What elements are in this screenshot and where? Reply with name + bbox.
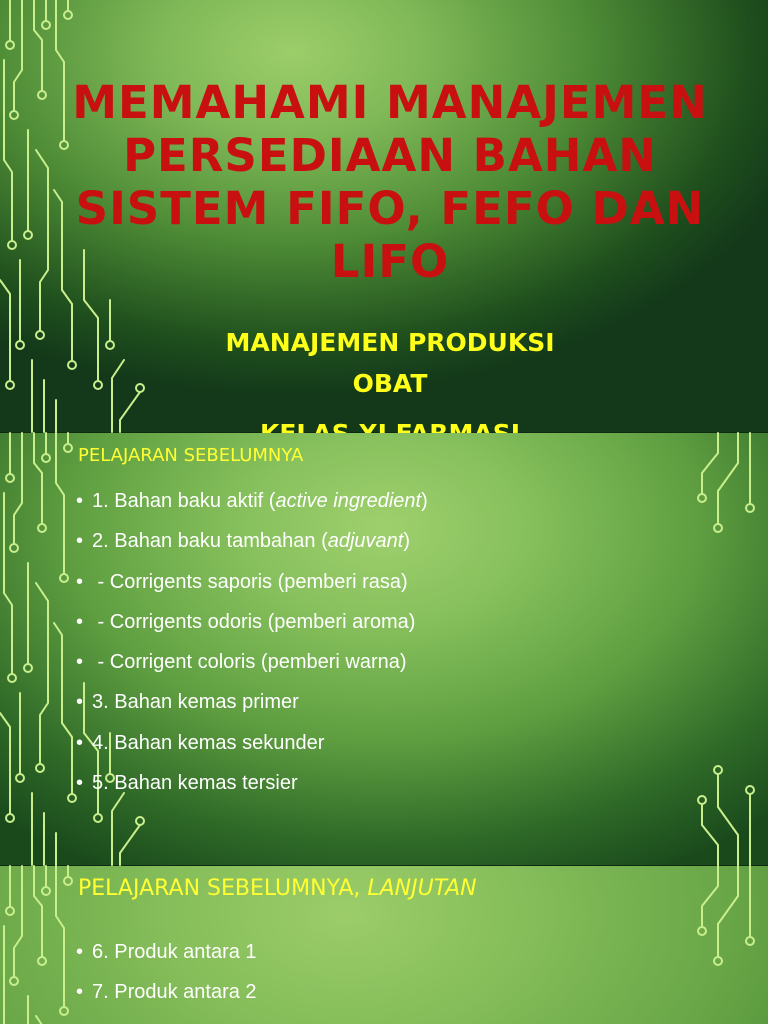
list-item: • 2. Bahan baku tambahan (adjuvant)	[76, 527, 428, 567]
subtitle-line-2: OBAT	[352, 369, 428, 398]
bullet-icon: •	[76, 691, 84, 714]
list-item: • - Corrigent coloris (pemberi warna)	[76, 648, 428, 688]
previous-lesson-continued-slide	[0, 866, 768, 1024]
bullet-icon: •	[76, 490, 84, 512]
circuit-decoration-top-right	[690, 866, 768, 986]
previous-lesson-slide	[0, 433, 768, 865]
list-item: • 6. Produk antara 1	[76, 938, 257, 978]
list-item: • 3. Bahan kemas primer	[76, 688, 428, 728]
bullet-icon: •	[76, 731, 84, 754]
bullet-icon: •	[76, 981, 84, 1004]
title-slide	[0, 0, 768, 432]
bullet-icon: •	[76, 651, 84, 674]
bullet-icon: •	[76, 941, 84, 963]
bullet-icon: •	[76, 772, 84, 795]
list-item: • 7. Produk antara 2	[76, 978, 257, 1018]
circuit-decoration-bottom-right	[690, 733, 768, 865]
bullet-icon: •	[76, 610, 84, 633]
lesson-list-continued	[76, 938, 257, 1019]
list-item: • - Corrigents saporis (pemberi rasa)	[76, 568, 428, 608]
subtitle-line-1: MANAJEMEN PRODUKSI	[225, 328, 555, 357]
slide-title: MEMAHAMI MANAJEMEN PERSEDIAAN BAHAN SISTEM FIFO, FEFO DAN LIFO	[72, 76, 708, 288]
list-item: • 1. Bahan baku aktif (active ingredient)	[76, 487, 428, 527]
lesson-list	[76, 487, 428, 809]
slide-heading: PELAJARAN SEBELUMNYA, LANJUTAN	[78, 876, 477, 901]
list-item: • 4. Bahan kemas sekunder	[76, 729, 428, 769]
circuit-decoration-top-right	[690, 433, 768, 553]
list-item: • - Corrigents odoris (pemberi aroma)	[76, 608, 428, 648]
list-item: • 5. Bahan kemas tersier	[76, 769, 428, 809]
slide-heading: PELAJARAN SEBELUMNYA	[78, 445, 304, 466]
bullet-icon: •	[76, 530, 84, 553]
bullet-icon: •	[76, 570, 84, 593]
